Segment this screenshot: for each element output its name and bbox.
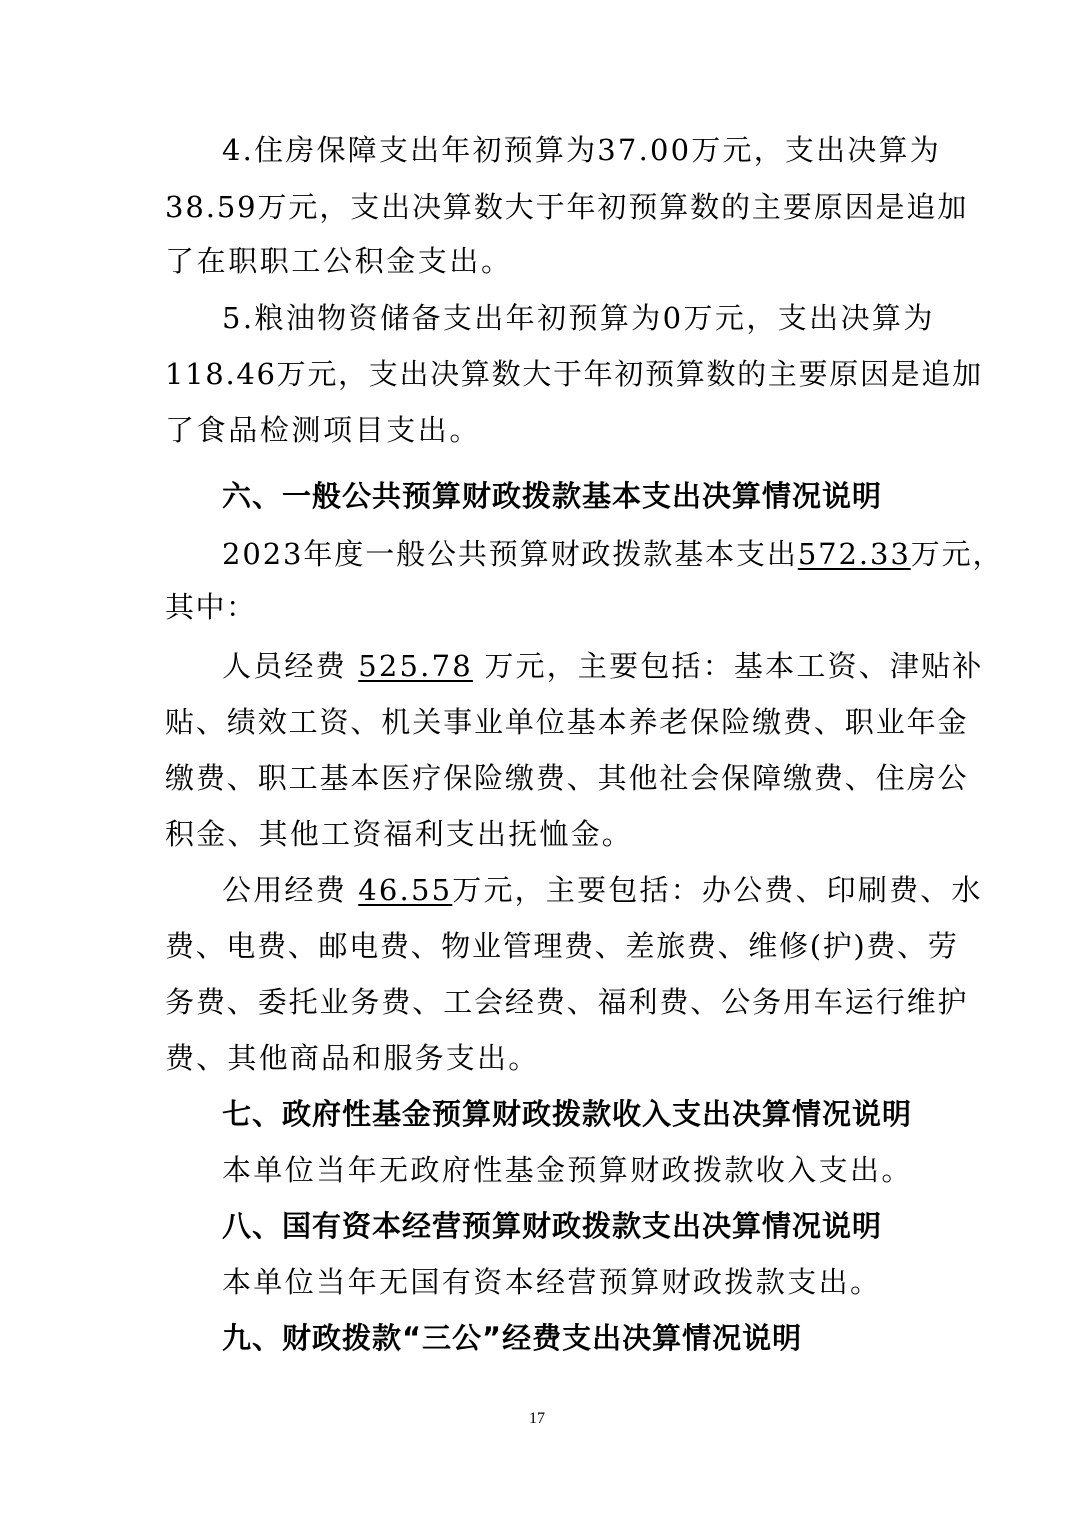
personnel-line-2: 贴、绩效工资、机关事业单位基本养老保险缴费、职业年金 <box>165 705 969 739</box>
section-8-text: 本单位当年无国有资本经营预算财政拨款支出。 <box>222 1265 882 1299</box>
page-number: 17 <box>529 1410 545 1427</box>
public-line-1 <box>0 870 1074 910</box>
basic-expenditure-amount: 572.33 <box>797 537 911 571</box>
item-5-line-2: 118.46万元，支出决算数大于年初预算数的主要原因是追加 <box>165 357 983 391</box>
section-9-heading: 九、财政拨款“三公”经费支出决算情况说明 <box>222 1321 803 1355</box>
personnel-line-1 <box>0 646 1074 686</box>
section-7-text: 本单位当年无政府性基金预算财政拨款收入支出。 <box>222 1153 913 1187</box>
section-6-intro-line-2: 其中： <box>165 590 257 624</box>
personnel-suffix: 万元，主要包括：基本工资、津贴补 <box>484 649 984 683</box>
item-5-line-3: 了食品检测项目支出。 <box>165 413 482 447</box>
section-7-heading: 七、政府性基金预算财政拨款收入支出决算情况说明 <box>222 1097 913 1131</box>
intro-prefix: 2023年度一般公共预算财政拨款基本支出 <box>222 537 798 571</box>
item-5-line-1: 5.粮油物资储备支出年初预算为0万元，支出决算为 <box>222 301 935 335</box>
public-line-3: 务费、委托业务费、工会经费、福利费、公务用车运行维护 <box>165 985 969 1019</box>
personnel-amount: 525.78 <box>358 649 473 683</box>
item-4-line-1: 4.住房保障支出年初预算为37.00万元，支出决算为 <box>222 133 941 167</box>
personnel-line-4: 积金、其他工资福利支出抚恤金。 <box>165 817 634 851</box>
section-6-heading: 六、一般公共预算财政拨款基本支出决算情况说明 <box>222 479 883 513</box>
item-4-line-2: 38.59万元，支出决算数大于年初预算数的主要原因是追加 <box>165 190 969 224</box>
public-amount: 46.55 <box>358 873 453 907</box>
public-line-2: 费、电费、邮电费、物业管理费、差旅费、维修(护)费、劳 <box>165 929 959 963</box>
personnel-prefix: 人员经费 <box>222 649 347 683</box>
public-line-4: 费、其他商品和服务支出。 <box>165 1041 540 1075</box>
intro-suffix: 万元， <box>910 537 1004 571</box>
section-8-heading: 八、国有资本经营预算财政拨款支出决算情况说明 <box>222 1209 883 1243</box>
section-6-intro-line-1 <box>0 534 1074 574</box>
public-suffix: 万元，主要包括：办公费、印刷费、水 <box>452 873 983 907</box>
personnel-line-3: 缴费、职工基本医疗保险缴费、其他社会保障缴费、住房公 <box>165 761 969 795</box>
item-4-line-3: 了在职职工公积金支出。 <box>165 244 513 278</box>
public-prefix: 公用经费 <box>222 873 347 907</box>
